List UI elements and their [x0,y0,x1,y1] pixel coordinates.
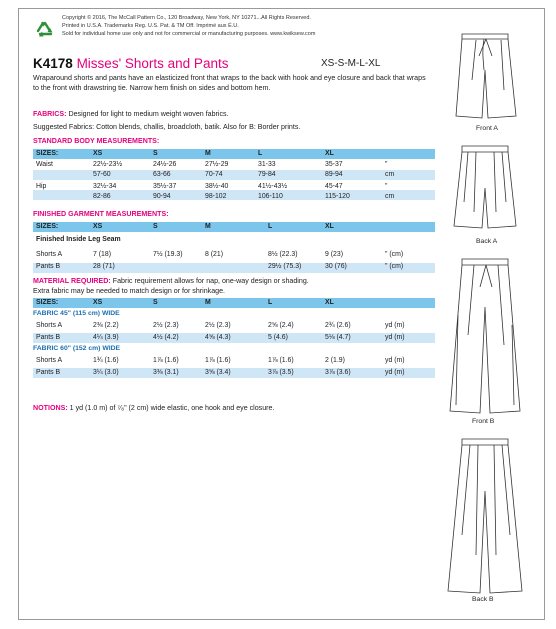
cell: 35½-37 [153,183,177,190]
header-cell: XS [93,299,103,306]
cell: 2 (1.9) [325,357,345,364]
notions-label: NOTIONS: [33,404,68,412]
header-cell: L [268,223,273,230]
cell: 98-102 [205,193,227,200]
header-cell: S [153,150,158,157]
unit-cell: yd (m) [385,357,405,364]
cell: 41½-43½ [258,183,288,190]
trademark-line: Printed in U.S.A. Trademarks Reg. U.S. Pat. & TM Off. Imprimé aux É.U. [62,23,239,30]
cell: 115-120 [325,193,350,200]
cell: 27½-29 [205,161,229,168]
front-a-caption: Front A [476,125,498,132]
table-row [33,192,435,202]
material-header-row [33,298,435,308]
header-cell: M [205,223,211,230]
cell: 2⅝ (2.4) [268,322,294,329]
table-row [33,356,435,366]
cell: 9 (23) [325,251,344,258]
fabrics-line [33,110,229,118]
fabric-60-title: FABRIC 60" (152 cm) WIDE [33,345,121,352]
copyright-line: Copyright © 2016, The McCall Pattern Co., 120 Broadway, New York, NY 10271...All Rights Reserved. [62,15,311,21]
front-b-caption: Front B [472,418,495,425]
notions-text: 1 yd (1.0 m) of ⁷⁄₈" (2 cm) wide elastic, one hook and eye closure. [69,404,275,412]
header-cell: L [258,150,263,157]
row-label: Waist [36,161,53,168]
header-cell: XL [325,150,334,157]
cell: 1¾ (1.6) [93,357,119,364]
cell: 82-86 [93,193,111,200]
header-cell: L [268,299,273,306]
cell: 22½-23½ [93,161,123,168]
recycle-logo-icon [34,20,56,42]
material-note: Extra fabric may be needed to match design or for shrinkage. [33,287,226,295]
cell: 29½ (75.3) [268,263,302,270]
table-row [33,333,435,343]
fabric-45-title: FABRIC 45" (115 cm) WIDE [33,310,120,317]
fabrics-label: FABRICS: [33,110,67,118]
size-range: XS-S-M-L-XL [321,58,381,69]
back-b-illustration [442,435,528,595]
cell: 3¼ (3.0) [93,369,119,376]
fabrics-text: Designed for light to medium weight woven fabrics. [68,110,229,118]
header-cell: M [205,299,211,306]
cell: 8 (21) [205,251,224,258]
table-row [33,182,435,192]
pattern-title [33,56,228,71]
header-cell: S [153,299,158,306]
front-b-illustration [442,255,528,415]
cell: 1⅞ (1.6) [153,357,179,364]
cell: 2½ (2.3) [205,322,231,329]
unit-cell: yd (m) [385,334,405,341]
row-label: Shorts A [36,251,63,258]
cell: 24½-26 [153,161,177,168]
table-row [33,368,435,378]
material-line [33,277,309,285]
body-header-row [33,149,435,159]
unit-cell: " (cm) [385,263,404,270]
material-text: Fabric requirement allows for nap, one-way design or shading. [112,277,309,285]
cell: 5⅛ (4.7) [325,334,351,341]
cell: 3⅞ (3.6) [325,369,351,376]
cell: 38½-40 [205,183,229,190]
subtitle: Finished Inside Leg Seam [36,236,121,243]
cell: 45-47 [325,183,343,190]
header-cell: XS [93,150,103,157]
inside-leg-seam-label [33,235,435,245]
unit-cell: yd (m) [385,369,405,376]
cell: 7 (18) [93,251,112,258]
header-cell: S [153,223,158,230]
pattern-number: K4178 [33,56,73,71]
back-b-caption: Back B [472,596,494,603]
unit-cell: yd (m) [385,322,405,329]
cell: 3⅝ (3.4) [205,369,231,376]
cell: 31-33 [258,161,276,168]
cell: 106-110 [258,193,283,200]
cell: 30 (76) [325,263,347,270]
body-measurements-title: STANDARD BODY MEASUREMENTS: [33,137,160,145]
table-row [33,250,435,260]
unit-cell: " (cm) [385,251,404,258]
row-label: Pants B [36,263,61,270]
row-label: Shorts A [36,357,63,364]
cell: 28 (71) [93,263,115,270]
table-row [33,170,435,180]
header-cell: XL [325,299,334,306]
cell: 57-60 [93,171,111,178]
cell: 3⅞ (3.5) [268,369,294,376]
cell: 2⅜ (2.2) [93,322,119,329]
header-cell: SIZES: [36,223,59,230]
finished-measurements-title: FINISHED GARMENT MEASUREMENTS: [33,210,169,218]
cell: 63-66 [153,171,171,178]
unit-cell: cm [385,193,395,200]
cell: 2¾ (2.6) [325,322,351,329]
row-label: Shorts A [36,322,63,329]
unit-cell: " [385,183,388,190]
unit-cell: " [385,161,388,168]
notions-line [33,404,274,412]
cell: 3⅜ (3.1) [153,369,179,376]
cell: 90-94 [153,193,171,200]
cell: 79-84 [258,171,276,178]
pattern-description: Wraparound shorts and pants have an elasticized front that wraps to the back with hook and eye closure and back that wraps to the front with drawstring tie. Narrow hem finish on sides and bottom hem. [33,74,426,93]
cell: 35-37 [325,161,343,168]
cell: 7½ (19.3) [153,251,183,258]
header-cell: SIZES: [36,299,59,306]
cell: 4½ (4.2) [153,334,179,341]
cell: 2½ (2.3) [153,322,179,329]
table-row [33,160,435,170]
back-a-caption: Back A [476,238,498,245]
table-row [33,262,435,272]
unit-cell: cm [385,171,395,178]
cell: 5 (4.6) [268,334,288,341]
cell: 89-94 [325,171,343,178]
row-label: Pants B [36,369,61,376]
cell: 8½ (22.3) [268,251,298,258]
material-label: MATERIAL REQUIRED: [33,277,111,285]
row-label: Hip [36,183,47,190]
copyright-block [62,14,422,39]
pattern-name: Misses' Shorts and Pants [76,56,229,71]
header-cell: SIZES: [36,150,59,157]
cell: 4¼ (3.9) [93,334,119,341]
cell: 70-74 [205,171,223,178]
header-cell: M [205,150,211,157]
cell: 32½-34 [93,183,117,190]
cell: 1⅞ (1.6) [268,357,294,364]
cell: 1⅞ (1.6) [205,357,231,364]
row-label: Pants B [36,334,61,341]
suggested-fabrics: Suggested Fabrics: Cotton blends, challis, broadcloth, batik. Also for B: Border prints. [33,123,301,131]
header-cell: XL [325,223,334,230]
usage-line: Sold for individual home use only and not for commercial or manufacturing purposes. www.kwiksew.com [62,31,316,38]
cell: 4⅝ (4.3) [205,334,231,341]
front-a-illustration [446,30,524,122]
back-a-illustration [446,142,524,234]
table-row [33,321,435,331]
header-cell: XS [93,223,103,230]
finished-header-row [33,222,435,232]
